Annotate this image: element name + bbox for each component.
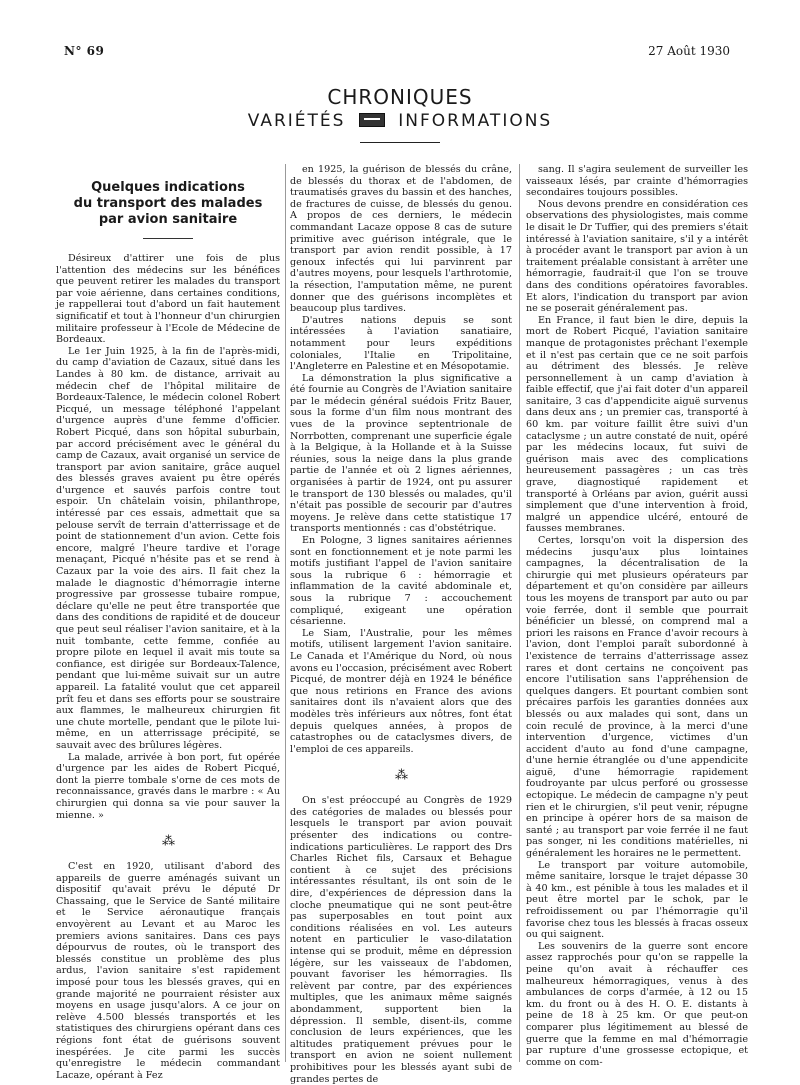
title-rule [143, 238, 193, 239]
column-divider [519, 164, 520, 1062]
masthead-left-word: VARIÉTÉS [247, 111, 346, 131]
section-break-asterism: ⁂ [162, 834, 174, 850]
paragraph: La malade, arrivée à bon port, fut opérée d'urgence par les aides de Robert Picqué, dont la pierre tombale s'orne de ces mots de reconnaissance, gravés dans le marbre : « Au chirurgien qui donna sa vie pour sauver la mienne. » [56, 751, 280, 821]
article-title-line: du transport des malades [73, 196, 263, 211]
paragraph: Le transport par voiture automobile, même sanitaire, lorsque le trajet dépasse 30 à 40 km., est pénible à tous les malades et il peut être mortel par le schok, par le refroidissement ou par l'hémorragie qu'il favorise chez tous les blessés à fracas osseux ou qui saignent. [526, 859, 748, 941]
column-3 [526, 164, 748, 1068]
column-2 [290, 164, 512, 1085]
masthead-right-word: INFORMATIONS [398, 111, 553, 131]
article-title [56, 180, 280, 228]
masthead-subtitle [0, 110, 800, 132]
article-title-line: par avion sanitaire [98, 212, 238, 227]
paragraph: Nous devons prendre en considération ces observations des physiologistes, mais comme le disait le Dr Tuffier, qui des premiers s'était intéressé à l'aviation sanitaire, s'il y a intérêt à procéder avant le transport par avion à un traitement préalable consistant à arrêter une hémorragie, faudrait-il que l'on se trouve dans des conditions opératoires favorables. Et alors, l'indication du transport par avion ne se poserait généralement pas. [526, 198, 748, 315]
paragraph: Les souvenirs de la guerre sont encore assez rapprochés pour qu'on se rappelle la peine qu'on avait à réchauffer ces malheureux hémorragiques, venus à des ambulances de corps d'armée, à 12 ou 15 km. du front ou à des H. O. E. distants à peine de 18 à 25 km. Or que peut-on comparer plus légitimement au blessé de guerre que la femme en mal d'hémorragie par rupture d'une grossesse ectopique, et comme on com- [526, 940, 748, 1068]
paragraph: Le Siam, l'Australie, pour les mêmes motifs, utilisent largement l'avion sanitaire. Le Canada et l'Amérique du Nord, où nous avons eu l'occasion, précisément avec Robert Picqué, de montrer déjà en 1924 le bénéfice que nous retirions en France des avions sanitaires dont ils n'avaient alors que des modèles très inférieurs aux nôtres, font état depuis quelques années, à propos de catastrophes ou de cataclysmes divers, de l'emploi de ces appareils. [290, 627, 512, 755]
paragraph: C'est en 1920, utilisant d'abord des appareils de guerre aménagés suivant un dispositif qu'avait prévu le député Dr Chassaing, que le Service de Santé militaire et le Service aéronautique français envoyèrent au Levant et au Maroc les premiers avions sanitaires. Dans ces pays dépourvus de routes, où le transport des blessés constitue un problème des plus ardus, l'avion sanitaire s'est rapidement imposé pour tous les blessés graves, qui en grande majorité ne pourraient résister aux moyens en usage jusqu'alors. A ce jour on relève 4.500 blessés transportés et les statistiques des chirurgiens opérant dans ces régions font état de guérisons souvent inespérées. Je cite parmi les succès qu'enregistre le médecin commandant Lacaze, opérant à Fez [56, 861, 280, 1081]
paragraph: En Pologne, 3 lignes sanitaires aériennes sont en fonctionnement et je note parmi les motifs justifiant l'appel de l'avion sanitaire sous la rubrique 6 : hémorragie et inflammation de la cavité abdominale et, sous la rubrique 7 : accouchement compliqué, exigeant une opération césarienne. [290, 535, 512, 628]
masthead-rule [360, 142, 440, 143]
issue-date: 27 Août 1930 [648, 44, 730, 58]
paragraph: Désireux d'attirer une fois de plus l'attention des médecins sur les bénéfices que peuvent retirer les malades du transport par voie aérienne, dans certaines conditions, je rappellerai tout d'abord un fait hautement significatif et tout à l'honneur d'un chirurgien militaire professeur à l'Ecole de Médecine de Bordeaux. [56, 253, 280, 346]
column-divider [285, 164, 286, 1062]
paragraph: D'autres nations depuis se sont intéressées à l'aviation sanatiaire, notamment pour leurs expéditions coloniales, l'Italie en Tripolitaine, l'Angleterre en Palestine et en Mésopotamie. [290, 314, 512, 373]
article-title-line: Quelques indications [91, 180, 245, 195]
paragraph: sang. Il s'agira seulement de surveiller les vaisseaux lésés, par crainte d'hémorragies secondaires toujours possibles. [526, 164, 748, 199]
masthead-title: CHRONIQUES [327, 85, 473, 109]
masthead-ornament-icon [359, 113, 385, 127]
section-break-asterism: ⁂ [395, 768, 407, 784]
paragraph: En France, il faut bien le dire, depuis la mort de Robert Picqué, l'aviation sanitaire manque de protagonistes prêchant l'exemple et il n'est pas certain que ce ne soit parfois au détriment des blessés. Je relève personnellement à un camp d'aviation à faible effectif, que j'ai fait doter d'un appareil sanitaire, 3 cas d'appendicite aiguë survenus dans deux ans ; un premier cas, transporté à 60 km. par voiture faillit être suivi d'un cataclysme ; un autre constaté de nuit, opéré par les médecins locaux, fut suivi de guérison mais avec des complications heureusement passagères ; un cas très grave, diagnostiqué rapidement et transporté à Orléans par avion, guérit aussi simplement que d'une intervention à froid, malgré un appendice ulcéré, entouré de fausses membranes. [526, 314, 748, 535]
paragraph: On s'est préoccupé au Congrès de 1929 des catégories de malades ou blessés pour lesquels le transport par avion pouvait présenter des indications ou contre-indications particulières. Le rapport des Drs Charles Richet fils, Carsaux et Behague contient à ce sujet des précisions intéressantes résultant, ils ont soin de le dire, d'expériences de dépression dans la cloche pneumatique qui ne sont peut-être pas superposables en tout point aux conditions réalisées en vol. Les auteurs notent en particulier le vaso-dilatation intense qui se produit, même en dépression légère, sur les vaisseaux de l'abdomen, pouvant favoriser les hémorragies. Ils relèvent par contre, par des expériences multiples, que les animaux même saignés abondamment, supportent bien la dépression. Il semble, disent-ils, comme conclusion de leurs expériences, que les altitudes pratiquement prévues pour le transport en avion ne soient nullement prohibitives pour les blessés ayant subi de grandes pertes de [290, 795, 512, 1085]
issue-number: N° 69 [64, 44, 105, 58]
column-1 [56, 164, 280, 1081]
paragraph: Le 1er Juin 1925, à la fin de l'après-midi, du camp d'aviation de Cazaux, situé dans les Landes à 80 km. de distance, arrivait au médecin chef de l'hôpital militaire de Bordeaux-Talence, le médecin colonel Robert Picqué, un message téléphoné l'appelant d'urgence auprès d'une femme d'officier. Robert Picqué, dans son hôpital suburbain, par accord précisément avec le général du camp de Cazaux, avait organisé un service de transport par avion sanitaire, grâce auquel des blessés graves avaient pu être opérés d'urgence et sauvés parfois contre tout espoir. Un châtelain voisin, philanthrope, intéressé par ces essais, admettait que sa pelouse servît de terrain d'atterrissage et de point de stationnement d'un avion. Cette fois encore, malgré l'heure tardive et l'orage menaçant, Picqué n'hésite pas et se rend à Cazaux par la voie des airs. Il fait chez la malade le diagnostic d'hémorragie interne progressive par grossesse tubaire rompue, déclare qu'elle ne peut être transportée que dans des conditions de rapidité et de douceur que peut seul réaliser l'avion sanitaire, et à la nuit tombante, cette femme, confiée au propre pilote en lequel il avait mis toute sa confiance, est dirigée sur Bordeaux-Talence, pendant que lui-même suivait sur un autre appareil. La fatalité voulut que cet appareil prît feu et dans ses efforts pour se soustraire aux flammes, le malheureux chirurgien fit une chute mortelle, pendant que le pilote lui-même, en un atterrissage précipité, se sauvait avec des brûlures légères. [56, 345, 280, 751]
paragraph: La démonstration la plus significative a été fournie au Congrès de l'Aviation sanitaire par le médecin général suédois Fritz Bauer, sous la forme d'un film nous montrant des vues de la province septentrionale de Norrbotten, comprenant une superficie égale à la Belgique, à la Hollande et à la Suisse réunies, sous la neige dans la plus grande partie de l'année et où 2 lignes aériennes, organisées à partir de 1924, ont pu assurer le transport de 130 blessés ou malades, qu'il n'était pas possible de secourir par d'autres moyens. Je relève dans cette statistique 17 transports mentionnés : cas d'obstétrique. [290, 372, 512, 535]
paragraph: Certes, lorsqu'on voit la dispersion des médecins jusqu'aux plus lointaines campagnes, la décentralisation de la chirurgie qui met plusieurs opérateurs par département et qu'on considère par ailleurs tous les moyens de transport par auto ou par voie ferrée, dont il semble que pourrait bénéficier un blessé, on comprend mal a priori les raisons en France d'avoir recours à l'avion, dont l'emploi paraît subordonné à l'existence de terrains d'atterrissage assez rares et dont certains ne conçoivent pas encore l'utilisation sans l'appréhension de quelques dangers. Et pourtant combien sont précaires parfois les garanties données aux blessés ou aux malades qui sont, dans un coin reculé de province, à la merci d'une intervention d'urgence, victimes d'un accident d'auto au fond d'une campagne, d'une hernie étranglée ou d'une appendicite aiguë, d'une hémorragie rapidement foudroyante par ulcus perforé ou grossesse ectopique. Le médecin de campagne n'y peut rien et le chirurgien, s'il peut venir, répugne en principe à opérer hors de sa maison de santé ; au transport par voie ferrée il ne faut pas songer, ni les conditions matérielles, ni généralement les horaires ne le permettent. [526, 535, 748, 860]
paragraph: en 1925, la guérison de blessés du crâne, de blessés du thorax et de l'abdomen, de traumatisés graves du bassin et des hanches, de fractures de cuisse, de blessés du genou. A propos de ces derniers, le médecin commandant Lacaze oppose 8 cas de suture primitive avec guérison intégrale, que le transport par avion rendit possible, à 17 genoux infectés qui lui parvinrent par d'autres moyens, pour lesquels l'arthrotomie, la résection, l'amputation même, ne purent donner que des guérisons incomplètes et beaucoup plus tardives. [290, 164, 512, 315]
masthead [0, 86, 800, 143]
